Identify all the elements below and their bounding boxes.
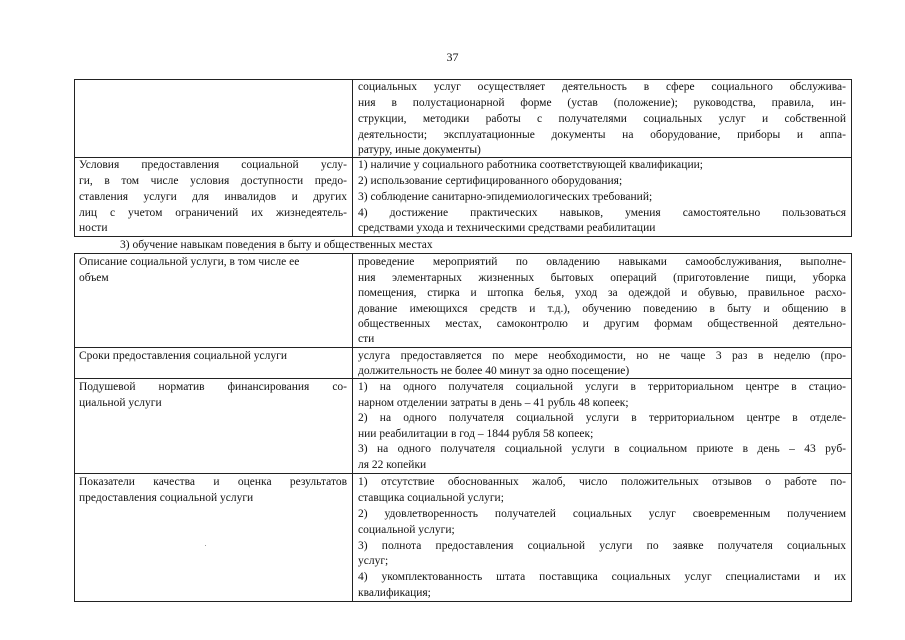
table2-row2-right-line: 3) на одного получателя социальной услуги в социальном приюте в день – 43 руб- (358, 443, 846, 455)
table2-row0-right-line: помещения, стирка и штопка белья, уход за одеждой и обувью, правильное расхо- (358, 287, 846, 299)
table1-row1-right-line: 2) использование сертифицированного оборудования; (358, 175, 623, 187)
table2-row1-left-line: Сроки предоставления социальной услуги (79, 350, 287, 362)
table2-row2-right-line: 2) на одного получателя социальной услуги в территориальном центре в отделе- (358, 412, 846, 424)
table2-row3-right-line: 1) отсутствие обоснованных жалоб, число положительных отзывов о работе по- (358, 476, 846, 488)
table2-row2-left-line: Подушевой норматив финансирования со- (79, 381, 347, 393)
table2-column-divider (352, 253, 353, 602)
table2-left-border (74, 253, 75, 602)
table1-row0-right-line: социальных услуг осуществляет деятельность в сфере социального обслужива- (358, 81, 846, 93)
table2-row0-right-line: сти (358, 333, 375, 345)
table2-row0-right-line: проведение мероприятий по овладению навыками самообслуживания, выполне- (358, 256, 846, 268)
table1-row0-right-line: струкции, методики работы с получателями социальных услуг и собственной (358, 113, 846, 125)
table1-row0-right-line: деятельности; эксплуатационные документы на оборудование, приборы и аппа- (358, 129, 846, 141)
table2-right-border (851, 253, 852, 602)
table1-row0-right-line: ния в полустационарной форме (устав (положение); руководства, правила, ин- (358, 97, 846, 109)
table2-row3-right-line: 2) удовлетворенность получателей социальных услуг своевременным получением (358, 508, 846, 520)
table1-row1-left-line: лиц с учетом ограничений их жизнедеятель- (79, 207, 347, 219)
table2-row0-right-line: ния элементарных жизненных бытовых операций (приготовление пищи, уборка (358, 272, 846, 284)
table1-row1-right-line: 3) соблюдение санитарно-эпидемиологических требований; (358, 191, 653, 203)
table2-row0-left-line: Описание социальной услуги, в том числе ее (79, 256, 300, 268)
table2-row1-right-line: должительность не более 40 минут за одно посещение) (358, 365, 630, 377)
table2-row3-right-line: социальной услуги; (358, 524, 455, 536)
table2-row0-left-line: объем (79, 272, 109, 284)
table1-row1-right-line: 1) наличие у социального работника соответствующей квалификации; (358, 159, 703, 171)
table1-column-divider (352, 79, 353, 237)
table1-row1-left-line: ставления услуги для инвалидов и других (79, 191, 347, 203)
table1-right-border (851, 79, 852, 237)
table2-row0-right-line: общественных местах, самоконтролю и другим формам общественной деятельно- (358, 318, 846, 330)
table2-row2-left-line: циальной услуги (79, 397, 162, 409)
table1-left-border (74, 79, 75, 237)
table1-row1-left-line: ги, в том числе условия доступности предо- (79, 175, 347, 187)
table2-bottom-border (74, 601, 852, 602)
table2-row3-right-line: 3) полнота предоставления социальной услуги по заявке получателя социальных (358, 540, 846, 552)
table1-row0-right-line: ратуру, иные документы) (358, 144, 481, 156)
table2-row3-right-line: услуг; (358, 555, 389, 567)
table2-row2-right-line: нии реабилитации в год – 1844 рубля 58 копеек; (358, 428, 594, 440)
table2-row2-right-line: нарном отделении затраты в день – 41 рубль 48 копеек; (358, 397, 629, 409)
table2-row3-left-line: Показатели качества и оценка результатов (79, 476, 347, 488)
section-heading: 3) обучение навыкам поведения в быту и общественных местах (120, 239, 433, 251)
table1-row1-right-line: 4) достижение практических навыков, умения самостоятельно пользоваться (358, 207, 846, 219)
table2-row3-right-line: ставщика социальной услуги; (358, 492, 504, 504)
table2-row3-right-line: 4) укомплектованность штата поставщика социальных услуг специалистами и их (358, 571, 846, 583)
table2-row0-right-line: дование имеющихся средств и т.д.), обучению поведению в быту и общению в (358, 303, 846, 315)
page-number: 37 (446, 50, 459, 64)
table2-row2-right-line: ля 22 копейки (358, 459, 427, 471)
table1-row1-right-line: средствами ухода и техническими средствами реабилитации (358, 222, 656, 234)
scan-speck (205, 545, 206, 546)
table2-row2-right-line: 1) на одного получателя социальной услуги в территориальном центре в стацио- (358, 381, 846, 393)
table2-row3-right-line: квалификация; (358, 587, 431, 599)
table2-row3-left-line: предоставления социальной услуги (79, 492, 254, 504)
table1-row1-left-line: ности (79, 222, 108, 234)
table2-row1-right-line: услуга предоставляется по мере необходимости, но не чаще 3 раз в неделю (про- (358, 350, 846, 362)
table1-row1-left-line: Условия предоставления социальной услу- (79, 159, 347, 171)
